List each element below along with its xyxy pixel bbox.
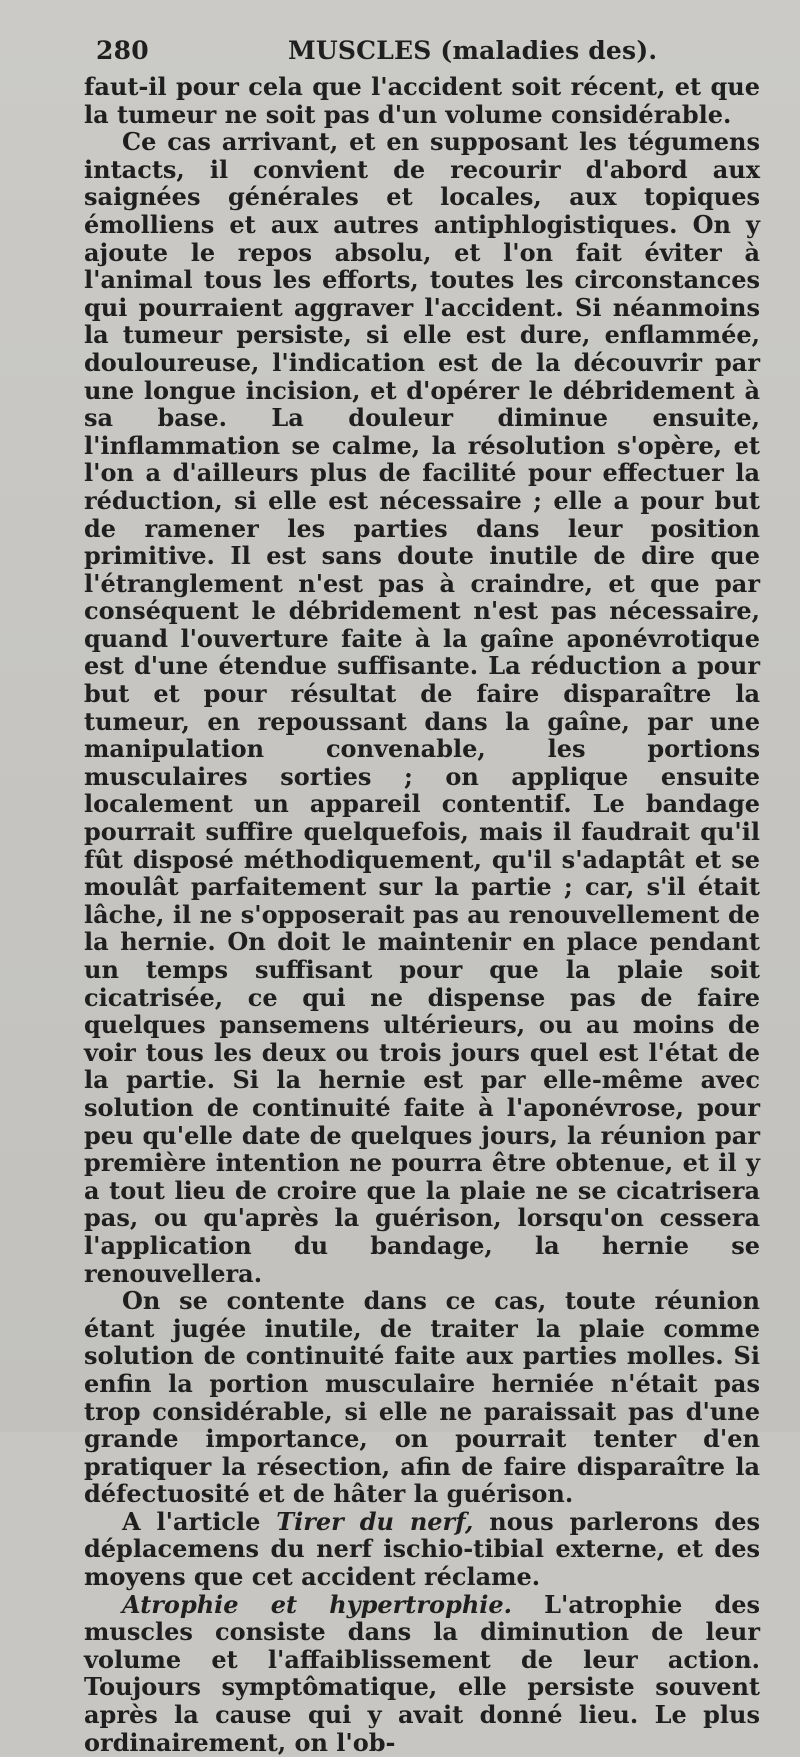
atrophy-text: L'atrophie des muscles consiste dans la diminution de leur volume et l'affaiblissement de leur action. Toujours symptômatique, elle persiste souvent après la cause qui y avait donné lieu. Le plus ordinairement, on l'ob- — [84, 1589, 761, 1757]
body-text — [84, 73, 760, 1756]
running-title: MUSCLES (maladies des). — [288, 36, 658, 65]
cross-reference-rest: nous parlerons des déplacemens du nerf ischio-tibial externe, et des moyens que cet accident réclame. — [84, 1506, 760, 1592]
page-number: 280 — [96, 36, 149, 65]
section-runin-heading: Atrophie et hypertrophie. — [122, 1589, 513, 1619]
paragraph-treatment: Ce cas arrivant, et en supposant les tégumens intacts, il convient de recourir d'abord aux saignées générales et locales, aux topiques émolliens et aux autres antiphlogistiques. On y ajoute le repos absolu, et l'on fait éviter à l'animal tous les efforts, toutes les circonstances qui pourraient aggraver l'accident. Si néanmoins la tumeur persiste, si elle est dure, enflammée, douloureuse, l'indication est de la découvrir par une longue incision, et d'opérer le débridement à sa base. La douleur diminue ensuite, l'inflammation se calme, la résolution s'opère, et l'on a d'ailleurs plus de facilité pour effectuer la réduction, si elle est nécessaire ; elle a pour but de ramener les parties dans leur position primitive. Il est sans doute inutile de dire que l'étranglement n'est pas à craindre, et que par conséquent le débridement n'est pas nécessaire, quand l'ouverture faite à la gaîne aponévrotique est d'une étendue suffisante. La réduction a pour but et pour résultat de faire disparaître la tumeur, en repoussant dans la gaîne, par une manipulation convenable, les portions musculaires sorties ; on applique ensuite localement un appareil contentif. Le bandage pourrait suffire quelquefois, mais il faudrait qu'il fût disposé méthodiquement, qu'il s'adaptât et se moulât parfaitement sur la partie ; car, s'il était lâche, il ne s'opposerait pas au renouvellement de la hernie. On doit le maintenir en place pendant un temps suffisant pour que la plaie soit cicatrisée, ce qui ne dispense pas de faire quelques pansemens ultérieurs, ou au moins de voir tous les deux ou trois jours quel est l'état de la partie. Si la hernie est par elle-même avec solution de continuité faite à l'aponévrose, pour peu qu'elle date de quelques jours, la réunion par première intention ne pourra être obtenue, et il y a tout lieu de croire que la plaie ne se cicatrisera pas, ou qu'après la guérison, lorsqu'on cessera l'application du bandage, la hernie se renouvellera. — [84, 127, 760, 1288]
paragraph-cross-reference — [84, 1508, 760, 1591]
paragraph-atrophy — [84, 1591, 760, 1757]
paragraph-resection: On se contente dans ce cas, toute réunion étant jugée inutile, de traiter la plaie comme solution de continuité faite aux parties molles. Si enfin la portion musculaire herniée n'était pas trop considérable, si elle ne paraissait pas d'une grande importance, on pourrait tenter d'en pratiquer la résection, afin de faire disparaître la défectuosité et de hâter la guérison. — [84, 1286, 760, 1509]
paragraph-continuation: faut-il pour cela que l'accident soit récent, et que la tumeur ne soit pas d'un volume considérable. — [84, 72, 760, 129]
page-header — [96, 36, 740, 76]
cross-reference-article: Tirer du nerf, — [276, 1506, 474, 1536]
cross-reference-lead: A l'article — [122, 1506, 277, 1536]
